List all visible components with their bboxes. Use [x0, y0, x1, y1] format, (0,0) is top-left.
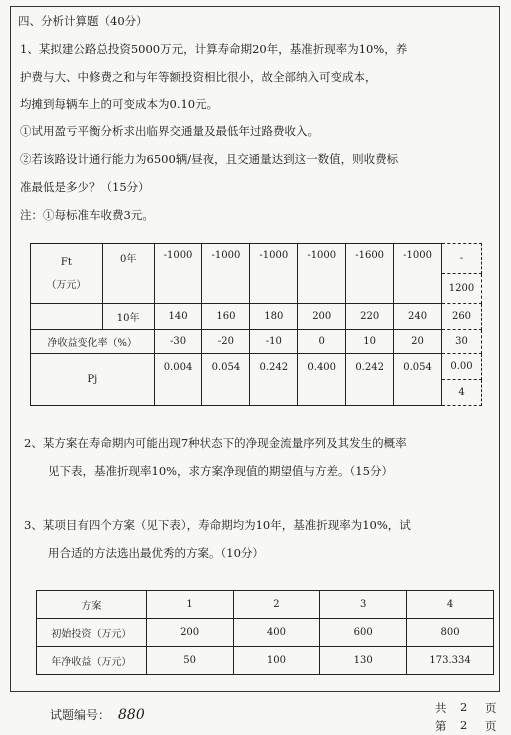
table-cell: -1000 — [298, 244, 346, 304]
row-label-annual-net-income: 年净收益（万元） — [37, 647, 147, 675]
page-total-value: 2 — [460, 700, 468, 714]
table-cell: 0.00 — [442, 354, 482, 380]
table-row — [31, 304, 482, 330]
table-cell: 200 — [298, 304, 346, 330]
table-cell: - — [442, 244, 482, 274]
table-cell: 50 — [146, 647, 233, 675]
table-row — [31, 244, 482, 274]
table-cell: 200 — [146, 619, 233, 647]
table-cell: 173.334 — [407, 647, 494, 675]
exam-id-label: 试题编号： — [50, 708, 111, 722]
table-row — [31, 330, 482, 354]
table-row — [37, 647, 494, 675]
q1-note: 注：①每标准车收费3元。 — [20, 208, 154, 222]
column-header: 1 — [146, 591, 233, 619]
q1-line-6: 准最低是多少？（15分） — [20, 180, 150, 194]
page-current-value: 2 — [460, 718, 468, 732]
table-cell: -20 — [202, 330, 250, 354]
cashflow-probability-table — [30, 243, 482, 406]
q1-line-4: ①试用盈亏平衡分析求出临界交通量及最低年过路费收入。 — [20, 124, 319, 138]
row-label-net-income-change: 净收益变化率（%） — [31, 330, 155, 354]
page-current-label: 第 — [435, 719, 447, 733]
table-cell: -30 — [154, 330, 202, 354]
q1-line-1: 1、某拟建公路总投资5000万元，计算寿命期20年，基准折现率为10%，养 — [20, 42, 408, 56]
column-header: 2 — [233, 591, 320, 619]
column-header: 4 — [407, 591, 494, 619]
year-10-label: 10年 — [102, 304, 154, 330]
q2-line-2: 见下表，基准折现率10%，求方案净现值的期望值与方差。（15分） — [48, 464, 393, 478]
page-total-label: 共 — [435, 701, 447, 715]
table-cell — [31, 304, 103, 330]
q1-line-5: ②若该路设计通行能力为6500辆/昼夜，且交通量达到这一数值，则收费标 — [20, 152, 399, 166]
q1-line-2: 护费与大、中修费之和与年等额投资相比很小，故全部纳入可变成本， — [20, 70, 377, 84]
table-cell: -1000 — [154, 244, 202, 304]
table-cell: 10 — [346, 330, 394, 354]
table-cell: -1600 — [346, 244, 394, 304]
table-cell: -1000 — [394, 244, 442, 304]
table-cell: 0 — [298, 330, 346, 354]
table-cell: 260 — [442, 304, 482, 330]
table-cell: 20 — [394, 330, 442, 354]
table-cell: -1000 — [202, 244, 250, 304]
table-row — [37, 619, 494, 647]
table-cell: 0.054 — [394, 354, 442, 406]
table-cell: 0.004 — [154, 354, 202, 406]
table-cell: 160 — [202, 304, 250, 330]
section-title: 四、分析计算题（40分） — [18, 14, 148, 28]
page-total-unit: 页 — [485, 701, 497, 715]
table-cell: 30 — [442, 330, 482, 354]
q3-line-1: 3、某项目有四个方案（见下表），寿命期均为10年，基准折现率为10%，试 — [24, 518, 411, 532]
table-cell: 130 — [320, 647, 407, 675]
exam-id-value: 880 — [118, 707, 145, 723]
year-0-label: 0年 — [102, 244, 154, 304]
table-cell: 0.242 — [346, 354, 394, 406]
q3-line-2: 用合适的方法选出最优秀的方案。（10分） — [48, 546, 264, 560]
table-cell: 180 — [250, 304, 298, 330]
table-cell: 600 — [320, 619, 407, 647]
table-cell: 0.054 — [202, 354, 250, 406]
row-label-ft: Ft （万元） — [31, 244, 103, 304]
row-label-pj: Pj — [31, 354, 155, 406]
table-cell: 0.400 — [298, 354, 346, 406]
table-cell: 140 — [154, 304, 202, 330]
exam-id — [50, 706, 145, 723]
table-row — [31, 354, 482, 380]
q1-line-3: 均摊到每辆车上的可变成本为0.10元。 — [20, 97, 219, 111]
table-cell: 1200 — [442, 274, 482, 304]
page-current-unit: 页 — [485, 719, 497, 733]
table-cell: -10 — [250, 330, 298, 354]
table-cell: 400 — [233, 619, 320, 647]
table-header-row — [37, 591, 494, 619]
table-cell: 800 — [407, 619, 494, 647]
table-cell: 0.242 — [250, 354, 298, 406]
table-cell: 220 — [346, 304, 394, 330]
column-header: 方案 — [37, 591, 147, 619]
table-cell: 100 — [233, 647, 320, 675]
table-cell: 4 — [442, 380, 482, 406]
column-header: 3 — [320, 591, 407, 619]
alternatives-table — [36, 590, 494, 675]
table-cell: 240 — [394, 304, 442, 330]
row-label-initial-investment: 初始投资（万元） — [37, 619, 147, 647]
q2-line-1: 2、某方案在寿命期内可能出现7种状态下的净现金流量序列及其发生的概率 — [24, 436, 407, 450]
table-cell: -1000 — [250, 244, 298, 304]
